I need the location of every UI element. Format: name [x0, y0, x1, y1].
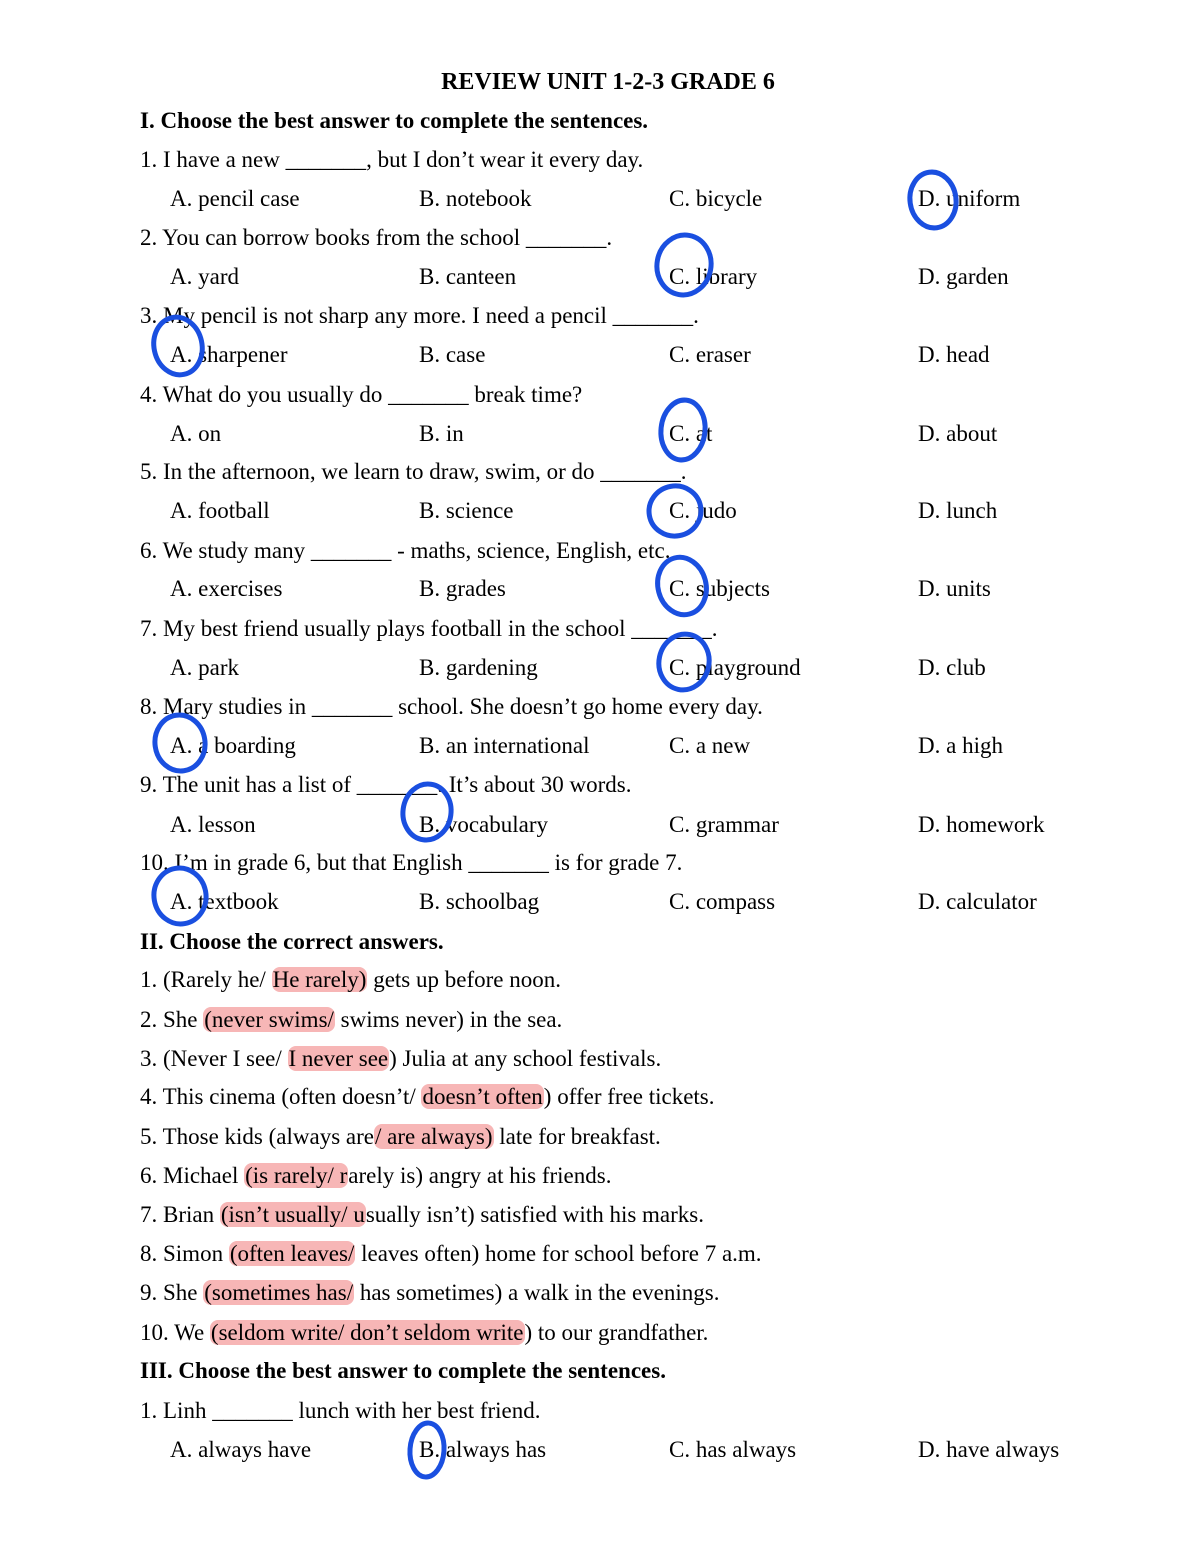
grammar-item — [140, 1082, 715, 1112]
question-text: 1. Linh _______ lunch with her best friend. — [140, 1398, 541, 1423]
option-c[interactable]: C. a new — [669, 733, 751, 758]
highlighted-answer[interactable]: (isn’t usually/ u — [220, 1202, 365, 1227]
item-prefix: 10. We — [140, 1320, 210, 1345]
option-c[interactable]: C. playground — [669, 655, 801, 680]
option-b[interactable]: B. gardening — [419, 655, 538, 680]
option-a[interactable]: A. textbook — [170, 889, 279, 914]
option-d[interactable]: D. club — [918, 655, 986, 680]
option-b[interactable]: B. always has — [419, 1437, 547, 1462]
highlighted-answer[interactable]: doesn’t often — [422, 1084, 543, 1109]
question-text: 6. We study many _______ - maths, science, English, etc. — [140, 538, 671, 563]
item-suffix: has sometimes) a walk in the evenings. — [354, 1280, 720, 1305]
option-d[interactable]: D. lunch — [918, 498, 998, 523]
option-c[interactable]: C. library — [669, 264, 758, 289]
option-b[interactable]: B. notebook — [419, 186, 532, 211]
item-prefix: 1. (Rarely he/ — [140, 967, 272, 992]
item-suffix: sually isn’t) satisfied with his marks. — [365, 1202, 704, 1227]
grammar-item — [140, 1318, 708, 1348]
grammar-item — [140, 1278, 719, 1308]
option-b[interactable]: B. canteen — [419, 264, 517, 289]
option-d[interactable]: D. units — [918, 576, 991, 601]
option-b[interactable]: B. case — [419, 342, 486, 367]
question-text: 8. Mary studies in _______ school. She doesn’t go home every day. — [140, 694, 763, 719]
section-1-heading: I. Choose the best answer to complete the sentences. — [140, 108, 649, 133]
item-prefix: 3. (Never I see/ — [140, 1046, 288, 1071]
item-prefix: 6. Michael — [140, 1163, 245, 1188]
question-text: 7. My best friend usually plays football in the school _______. — [140, 616, 718, 641]
question-text: 1. I have a new _______, but I don’t wear it every day. — [140, 147, 644, 172]
option-c[interactable]: C. grammar — [669, 812, 779, 837]
item-suffix: late for breakfast. — [493, 1124, 661, 1149]
item-prefix: 9. She — [140, 1280, 204, 1305]
option-c[interactable]: C. at — [669, 421, 713, 446]
highlighted-answer[interactable]: (seldom write/ don’t seldom write — [210, 1320, 524, 1345]
item-prefix: 8. Simon — [140, 1241, 229, 1266]
item-suffix: ) to our grandfather. — [524, 1320, 709, 1345]
option-b[interactable]: B. schoolbag — [419, 889, 540, 914]
item-prefix: 7. Brian — [140, 1202, 220, 1227]
page-title: REVIEW UNIT 1-2-3 GRADE 6 — [441, 69, 775, 95]
option-a[interactable]: A. on — [170, 421, 222, 446]
item-prefix: 2. She — [140, 1007, 204, 1032]
option-d[interactable]: D. garden — [918, 264, 1009, 289]
option-a[interactable]: A. always have — [170, 1437, 312, 1462]
grammar-item — [140, 1239, 762, 1269]
option-a[interactable]: A. lesson — [170, 812, 256, 837]
highlighted-answer[interactable]: (often leaves/ — [229, 1241, 355, 1266]
grammar-item — [140, 1200, 704, 1230]
item-prefix: 5. Those kids (always are — [140, 1124, 374, 1149]
option-d[interactable]: D. a high — [918, 733, 1003, 758]
option-d[interactable]: D. have always — [918, 1437, 1060, 1462]
highlighted-answer[interactable]: (is rarely/ r — [245, 1163, 348, 1188]
option-a[interactable]: A. football — [170, 498, 270, 523]
option-c[interactable]: C. judo — [669, 498, 737, 523]
option-c[interactable]: C. eraser — [669, 342, 751, 367]
option-c[interactable]: C. has always — [669, 1437, 797, 1462]
question-text: 5. In the afternoon, we learn to draw, swim, or do _______. — [140, 459, 687, 484]
option-a[interactable]: A. yard — [170, 264, 239, 289]
option-a[interactable]: A. park — [170, 655, 239, 680]
option-c[interactable]: C. bicycle — [669, 186, 763, 211]
option-a[interactable]: A. a boarding — [170, 733, 296, 758]
option-b[interactable]: B. vocabulary — [419, 812, 549, 837]
item-suffix: ) Julia at any school festivals. — [389, 1046, 662, 1071]
option-b[interactable]: B. in — [419, 421, 464, 446]
highlighted-answer[interactable]: He rarely) — [272, 967, 367, 992]
option-a[interactable]: A. pencil case — [170, 186, 300, 211]
highlighted-answer[interactable]: I never see — [288, 1046, 389, 1071]
item-suffix: gets up before noon. — [367, 967, 561, 992]
question-text: 3. My pencil is not sharp any more. I need a pencil _______. — [140, 303, 699, 328]
option-b[interactable]: B. an international — [419, 733, 590, 758]
grammar-item — [140, 1005, 562, 1035]
item-prefix: 4. This cinema (often doesn’t/ — [140, 1084, 422, 1109]
option-d[interactable]: D. homework — [918, 812, 1045, 837]
option-b[interactable]: B. science — [419, 498, 514, 523]
question-text: 4. What do you usually do _______ break time? — [140, 382, 583, 407]
grammar-item — [140, 1161, 611, 1191]
option-b[interactable]: B. grades — [419, 576, 506, 601]
option-a[interactable]: A. exercises — [170, 576, 283, 601]
option-c[interactable]: C. subjects — [669, 576, 770, 601]
question-text: 9. The unit has a list of _______. It’s about 30 words. — [140, 772, 632, 797]
option-d[interactable]: D. about — [918, 421, 998, 446]
grammar-item — [140, 965, 561, 995]
question-text: 2. You can borrow books from the school _______. — [140, 225, 613, 250]
grammar-item — [140, 1044, 661, 1074]
highlighted-answer[interactable]: (never swims/ — [204, 1007, 334, 1032]
item-suffix: swims never) in the sea. — [334, 1007, 563, 1032]
grammar-item — [140, 1122, 661, 1152]
highlighted-answer[interactable]: (sometimes has/ — [204, 1280, 354, 1305]
highlighted-answer[interactable]: / are always) — [375, 1124, 493, 1149]
option-d[interactable]: D. calculator — [918, 889, 1037, 914]
option-d[interactable]: D. head — [918, 342, 990, 367]
question-text: 10. I’m in grade 6, but that English _______ is for grade 7. — [140, 850, 683, 875]
item-suffix: ) offer free tickets. — [543, 1084, 715, 1109]
item-suffix: leaves often) home for school before 7 a.m. — [355, 1241, 762, 1266]
option-c[interactable]: C. compass — [669, 889, 776, 914]
section-3-heading: III. Choose the best answer to complete the sentences. — [140, 1358, 666, 1383]
item-suffix: arely is) angry at his friends. — [348, 1163, 612, 1188]
section-2-heading: II. Choose the correct answers. — [140, 929, 444, 954]
option-a[interactable]: A. sharpener — [170, 342, 288, 367]
option-d[interactable]: D. uniform — [918, 186, 1021, 211]
